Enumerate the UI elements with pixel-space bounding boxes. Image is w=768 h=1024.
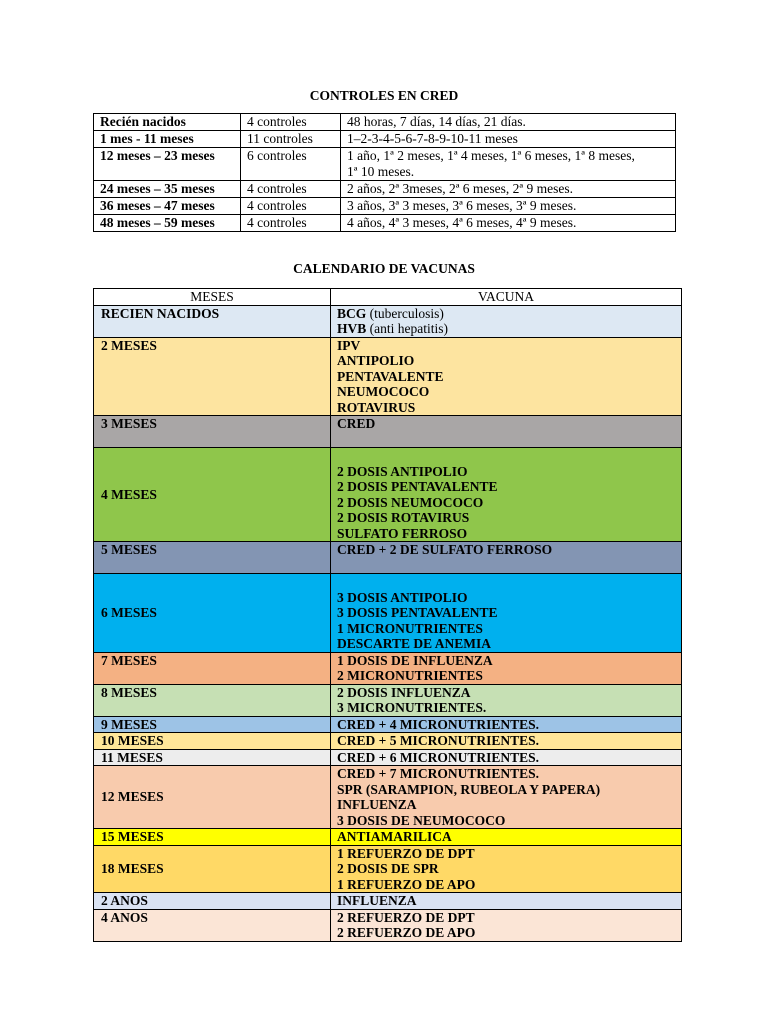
- vaccine-item-name: CRED + 6 MICRONUTRIENTES.: [337, 749, 539, 765]
- cred-title: CONTROLES EN CRED: [309, 88, 459, 103]
- cred-detail-line: 1 año, 1ª 2 meses, 1ª 4 meses, 1ª 6 meses, 1ª 8 meses,: [347, 148, 635, 163]
- vaccine-row: [94, 909, 682, 941]
- vaccine-item: [337, 338, 676, 354]
- vaccine-item: [337, 605, 676, 621]
- cred-detail-line: 48 horas, 7 días, 14 días, 21 días.: [347, 114, 526, 129]
- vaccine-age: RECIEN NACIDOS: [94, 305, 331, 337]
- vaccine-item: [337, 700, 676, 716]
- vaccine-list: [331, 829, 682, 846]
- vaccine-age: 9 MESES: [94, 716, 331, 733]
- vaccine-calendar-table: [93, 288, 682, 942]
- vaccine-item: [337, 733, 676, 749]
- vaccine-item-name: NEUMOCOCO: [337, 384, 430, 399]
- cred-row: [94, 131, 676, 148]
- cred-row: [94, 215, 676, 232]
- vaccine-item: [337, 653, 676, 669]
- vaccine-spacer: [337, 574, 676, 590]
- vaccine-row: [94, 716, 682, 733]
- vaccine-item-name: HVB: [337, 321, 367, 336]
- cred-table: [93, 113, 676, 232]
- vaccine-row: [94, 448, 682, 542]
- vaccine-age: 12 MESES: [94, 766, 331, 829]
- vaccine-age: 3 MESES: [94, 416, 331, 448]
- vaccine-item: [337, 432, 676, 448]
- vaccine-list: [331, 574, 682, 653]
- vaccine-age: 7 MESES: [94, 652, 331, 684]
- vaccine-item-name: 3 MICRONUTRIENTES.: [337, 700, 487, 715]
- cred-row: [94, 114, 676, 131]
- vaccine-list: [331, 716, 682, 733]
- cred-detail: [341, 215, 676, 232]
- cred-detail: [341, 114, 676, 131]
- header-meses: MESES: [94, 289, 331, 306]
- vaccine-item-name: 1 MICRONUTRIENTES: [337, 620, 483, 636]
- vaccine-list: [331, 305, 682, 337]
- vaccine-item-name: ANTIPOLIO: [337, 353, 415, 368]
- cred-row: [94, 181, 676, 198]
- vaccine-age: 10 MESES: [94, 733, 331, 750]
- vaccine-list: [331, 766, 682, 829]
- vaccine-list: [331, 733, 682, 750]
- vaccine-item-name: 2 DOSIS NEUMOCOCO: [337, 494, 484, 510]
- cred-detail: [341, 131, 676, 148]
- vaccine-row: [94, 829, 682, 846]
- vaccine-header-row: [94, 289, 682, 306]
- vaccine-age: 4 ANOS: [94, 909, 331, 941]
- vaccine-item-name: 2 DOSIS DE SPR: [337, 861, 439, 876]
- vaccine-row: [94, 684, 682, 716]
- vaccine-item: [337, 717, 676, 733]
- cred-age: 36 meses – 47 meses: [94, 198, 241, 215]
- vaccine-calendar-title: CALENDARIO DE VACUNAS: [293, 261, 475, 276]
- cred-controls: 11 controles: [241, 131, 341, 148]
- vaccine-row: [94, 337, 682, 416]
- vaccine-row: [94, 542, 682, 574]
- vaccine-row: [94, 893, 682, 910]
- vaccine-item-name: BCG: [337, 305, 367, 321]
- cred-age: 12 meses – 23 meses: [94, 148, 241, 181]
- vaccine-item-name: 1 REFUERZO DE APO: [337, 876, 476, 892]
- header-vacuna: VACUNA: [331, 289, 682, 306]
- vaccine-item: [337, 766, 676, 782]
- vaccine-item: [337, 893, 676, 909]
- vaccine-row: [94, 574, 682, 653]
- vaccine-item-name: PENTAVALENTE: [337, 368, 444, 384]
- vaccine-list: [331, 416, 682, 448]
- vaccine-list: [331, 337, 682, 416]
- vaccine-item-name: 2 MICRONUTRIENTES: [337, 668, 483, 683]
- vaccine-item-name: INFLUENZA: [337, 797, 417, 812]
- vaccine-item-note: (anti hepatitis): [366, 321, 448, 336]
- vaccine-age: 4 MESES: [94, 448, 331, 542]
- vaccine-item: [337, 621, 676, 637]
- vaccine-item: [337, 846, 676, 862]
- vaccine-item-name: 1 DOSIS DE INFLUENZA: [337, 652, 493, 668]
- vaccine-list: [331, 448, 682, 542]
- vaccine-age: 2 MESES: [94, 337, 331, 416]
- vaccine-item: [337, 590, 676, 606]
- cred-age: Recién nacidos: [94, 114, 241, 131]
- vaccine-row: [94, 733, 682, 750]
- vaccine-item-name: IPV: [337, 337, 361, 353]
- vaccine-item: [337, 321, 676, 337]
- vaccine-row: [94, 652, 682, 684]
- vaccine-row: [94, 766, 682, 829]
- vaccine-item: [337, 400, 676, 416]
- cred-controls: 6 controles: [241, 148, 341, 181]
- vaccine-item: [337, 925, 676, 941]
- vaccine-list: [331, 845, 682, 893]
- vaccine-item: [337, 636, 676, 652]
- vaccine-item: [337, 306, 676, 322]
- vaccine-item-name: 3 DOSIS PENTAVALENTE: [337, 605, 498, 620]
- vaccine-item-name: 2 REFUERZO DE DPT: [337, 909, 475, 925]
- vaccine-item: [337, 829, 676, 845]
- vaccine-age: 8 MESES: [94, 684, 331, 716]
- vaccine-item-name: CRED: [337, 416, 376, 431]
- cred-detail-line: 2 años, 2ª 3meses, 2ª 6 meses, 2ª 9 meses.: [347, 181, 574, 196]
- vaccine-item-name: 2 REFUERZO DE APO: [337, 925, 476, 940]
- vaccine-item-name: 2 DOSIS ANTIPOLIO: [337, 463, 468, 479]
- vaccine-item: [337, 861, 676, 877]
- vaccine-item-name: INFLUENZA: [337, 893, 417, 908]
- vaccine-item: [337, 750, 676, 766]
- vaccine-item: [337, 369, 676, 385]
- vaccine-row: [94, 845, 682, 893]
- vaccine-item-note: (tuberculosis): [366, 305, 444, 321]
- vaccine-item: [337, 526, 676, 542]
- vaccine-item-name: CRED + 2 DE SULFATO FERROSO: [337, 542, 553, 557]
- vaccine-item-name: ANTIAMARILICA: [337, 829, 452, 844]
- vaccine-item-name: SULFATO FERROSO: [337, 525, 468, 541]
- cred-detail-line: 3 años, 3ª 3 meses, 3ª 6 meses, 3ª 9 meses.: [347, 198, 577, 213]
- vaccine-list: [331, 684, 682, 716]
- vaccine-row: [94, 416, 682, 448]
- vaccine-age: 5 MESES: [94, 542, 331, 574]
- cred-detail: [341, 181, 676, 198]
- vaccine-list: [331, 749, 682, 766]
- cred-age: 1 mes - 11 meses: [94, 131, 241, 148]
- vaccine-age: 18 MESES: [94, 845, 331, 893]
- vaccine-item: [337, 558, 676, 574]
- vaccine-item-name: DESCARTE DE ANEMIA: [337, 636, 492, 651]
- vaccine-row: [94, 305, 682, 337]
- vaccine-item-name: 3 DOSIS DE NEUMOCOCO: [337, 812, 506, 828]
- vaccine-item: [337, 495, 676, 511]
- cred-detail: [341, 198, 676, 215]
- vaccine-item-name: CRED + 4 MICRONUTRIENTES.: [337, 716, 539, 732]
- cred-controls: 4 controles: [241, 198, 341, 215]
- vaccine-age: 11 MESES: [94, 749, 331, 766]
- vaccine-age: 15 MESES: [94, 829, 331, 846]
- vaccine-list: [331, 909, 682, 941]
- vaccine-item-name: CRED + 7 MICRONUTRIENTES.: [337, 766, 539, 781]
- cred-detail-line: 4 años, 4ª 3 meses, 4ª 6 meses, 4ª 9 meses.: [347, 215, 577, 230]
- vaccine-item: [337, 416, 676, 432]
- vaccine-item: [337, 542, 676, 558]
- cred-controls: 4 controles: [241, 114, 341, 131]
- vaccine-item: [337, 479, 676, 495]
- vaccine-item: [337, 510, 676, 526]
- vaccine-list: [331, 893, 682, 910]
- vaccine-item: [337, 877, 676, 893]
- vaccine-item: [337, 384, 676, 400]
- cred-age: 48 meses – 59 meses: [94, 215, 241, 232]
- vaccine-row: [94, 749, 682, 766]
- vaccine-item-name: 1 REFUERZO DE DPT: [337, 845, 475, 861]
- cred-age: 24 meses – 35 meses: [94, 181, 241, 198]
- vaccine-item-name: 2 DOSIS ROTAVIRUS: [337, 510, 470, 525]
- vaccine-item-name: 3 DOSIS ANTIPOLIO: [337, 589, 468, 605]
- cred-row: [94, 148, 676, 181]
- vaccine-item: [337, 464, 676, 480]
- vaccine-list: [331, 652, 682, 684]
- cred-row: [94, 198, 676, 215]
- cred-controls: 4 controles: [241, 181, 341, 198]
- vaccine-item: [337, 668, 676, 684]
- vaccine-item: [337, 782, 676, 798]
- cred-detail: [341, 148, 676, 181]
- vaccine-spacer: [337, 448, 676, 464]
- vaccine-item-name: ROTAVIRUS: [337, 399, 416, 415]
- vaccine-item: [337, 797, 676, 813]
- vaccine-item: [337, 685, 676, 701]
- cred-controls: 4 controles: [241, 215, 341, 232]
- vaccine-item: [337, 910, 676, 926]
- vaccine-item-name: 2 DOSIS PENTAVALENTE: [337, 479, 498, 494]
- cred-detail-line: 1ª 10 meses.: [347, 164, 415, 179]
- vaccine-item-name: CRED + 5 MICRONUTRIENTES.: [337, 733, 539, 748]
- vaccine-age: 6 MESES: [94, 574, 331, 653]
- vaccine-item-name: 2 DOSIS INFLUENZA: [337, 684, 471, 700]
- vaccine-item: [337, 813, 676, 829]
- vaccine-age: 2 ANOS: [94, 893, 331, 910]
- vaccine-item-name: SPR (SARAMPION, RUBEOLA Y PAPERA): [337, 781, 601, 797]
- vaccine-item: [337, 353, 676, 369]
- vaccine-list: [331, 542, 682, 574]
- cred-detail-line: 1–2-3-4-5-6-7-8-9-10-11 meses: [347, 131, 518, 146]
